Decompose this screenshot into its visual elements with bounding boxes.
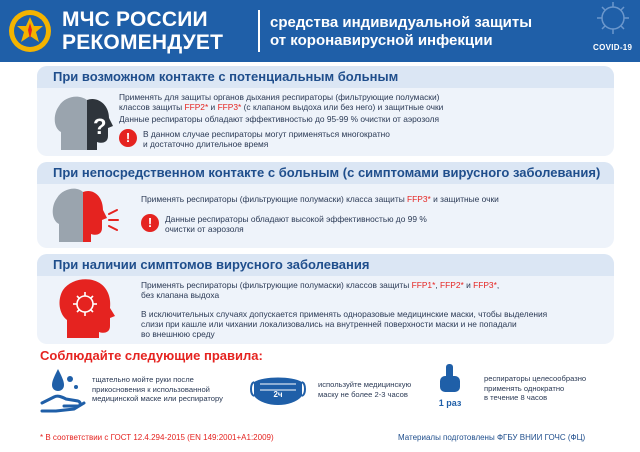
s1-line3: Данные респираторы обладают эффективностью до 95-99 % очистки от аэрозоля bbox=[119, 114, 440, 124]
footer-gost-note: * В соответствии с ГОСТ 12.4.294-2015 (EN 149:2001+A1:2009) bbox=[40, 433, 274, 442]
rule-3-badge: 1 раз bbox=[438, 398, 462, 408]
header-banner bbox=[0, 0, 640, 62]
header-subtitle-line2: от коронавирусной инфекции bbox=[270, 32, 493, 49]
s2-note1: Данные респираторы обладают высокой эффективностью до 99 % bbox=[165, 214, 427, 224]
mask-2h-icon bbox=[250, 366, 306, 414]
rule-1-l3: медицинской маске или респиратору bbox=[92, 394, 223, 403]
rule-2-l1: используйте медицинскую bbox=[318, 380, 412, 389]
rule-1-l2: прикосновения к использованной bbox=[92, 384, 210, 394]
section-symptoms bbox=[37, 254, 614, 344]
mchs-emblem-icon bbox=[8, 6, 52, 56]
s1-line2 bbox=[119, 102, 443, 112]
s3-line1-text: Применять респираторы (фильтрующие полумаски) классов защиты bbox=[141, 280, 410, 290]
section-possible-contact bbox=[37, 66, 614, 156]
s2-line1-text: Применять респираторы (фильтрующие полумаски) класса защиты bbox=[141, 194, 405, 204]
face-sneeze-icon bbox=[51, 186, 121, 244]
s1-ffp3: FFP3* bbox=[217, 102, 242, 112]
respirator-once-icon bbox=[428, 364, 472, 416]
s2-note2: очистки от аэрозоля bbox=[165, 224, 244, 234]
s3-note3: во внешнюю среду bbox=[141, 329, 215, 339]
rule-3-text bbox=[484, 374, 586, 403]
s2-line1 bbox=[141, 194, 499, 204]
s1-note1: В данном случае респираторы могут применяться многократно bbox=[143, 129, 390, 139]
rule-3-l3: в течение 8 часов bbox=[484, 393, 548, 402]
header-subtitle bbox=[270, 14, 532, 50]
rule-2-text bbox=[318, 380, 411, 399]
rule-2-l2: маску не более 2-3 часов bbox=[318, 389, 408, 399]
s3-note2: слизи при кашле или чихании локализовались на внутренней поверхности маски и не попадали bbox=[141, 319, 517, 329]
s1-line1: Применять для защиты органов дыхания респираторы (фильтрующие полумаски) bbox=[119, 92, 440, 102]
head-virus-icon bbox=[55, 276, 119, 340]
rule-2-badge: 2ч bbox=[273, 390, 283, 399]
header-subtitle-line1: средства индивидуальной защиты bbox=[270, 14, 533, 31]
covid-label: COVID-19 bbox=[593, 43, 633, 52]
s1-and: и bbox=[210, 102, 216, 112]
s3-note1: В исключительных случаях допускается применять одноразовые медицинские маски, чтобы выделения bbox=[141, 309, 548, 319]
hand-wash-icon bbox=[40, 365, 86, 415]
face-question-icon bbox=[51, 92, 113, 152]
section-title: При наличии симптомов вирусного заболевания bbox=[37, 254, 614, 276]
s1-ffp2: FFP2* bbox=[184, 102, 209, 112]
s3-line1: Применять респираторы (фильтрующие полумаски) классов защиты FFP1*, FFP2* и FFP3*, bbox=[141, 280, 500, 290]
svg-text:?: ? bbox=[93, 114, 107, 139]
virus-icon bbox=[583, 0, 639, 42]
s3-ffp1: FFP1* bbox=[411, 280, 436, 290]
footer-credits: Материалы подготовлены ФГБУ ВНИИ ГОЧС (ФЦ) bbox=[398, 433, 586, 442]
section-direct-contact bbox=[37, 162, 614, 248]
rules-title: Соблюдайте следующие правила: bbox=[40, 348, 263, 363]
s3-ffp2: FFP2* bbox=[440, 280, 464, 290]
s3-and: и bbox=[466, 280, 471, 290]
s1-note2: и достаточно длительное время bbox=[143, 139, 269, 149]
warning-icon: ! bbox=[119, 129, 137, 147]
s3-line2: без клапана выдоха bbox=[141, 290, 220, 300]
raised-finger-icon bbox=[436, 364, 464, 394]
header-title bbox=[62, 8, 223, 54]
rule-1-l1: тщательно мойте руки после bbox=[92, 375, 194, 384]
s3-ffp3: FFP3* bbox=[473, 280, 497, 290]
section-title: При непосредственном контакте с больным (с симптомами вирусного заболевания) bbox=[37, 162, 614, 184]
rule-3-l1: респираторы целесообразно bbox=[484, 374, 587, 383]
s1-line2-text: классов защиты bbox=[119, 102, 183, 112]
warning-icon: ! bbox=[141, 214, 159, 232]
header-title-line2: РЕКОМЕНДУЕТ bbox=[62, 31, 224, 54]
s2-line1-tail: и защитные очки bbox=[433, 194, 499, 204]
s2-ffp3: FFP3* bbox=[407, 194, 431, 204]
section-title: При возможном контакте с потенциальным больным bbox=[37, 66, 614, 88]
s1-line2-tail: (с клапаном выдоха или без него) и защитные очки bbox=[243, 102, 444, 112]
header-title-line1: МЧС РОССИИ bbox=[62, 8, 208, 31]
header-divider bbox=[258, 10, 260, 52]
rule-1-text bbox=[92, 375, 223, 404]
rule-3-l2: применять однократно bbox=[484, 383, 565, 393]
